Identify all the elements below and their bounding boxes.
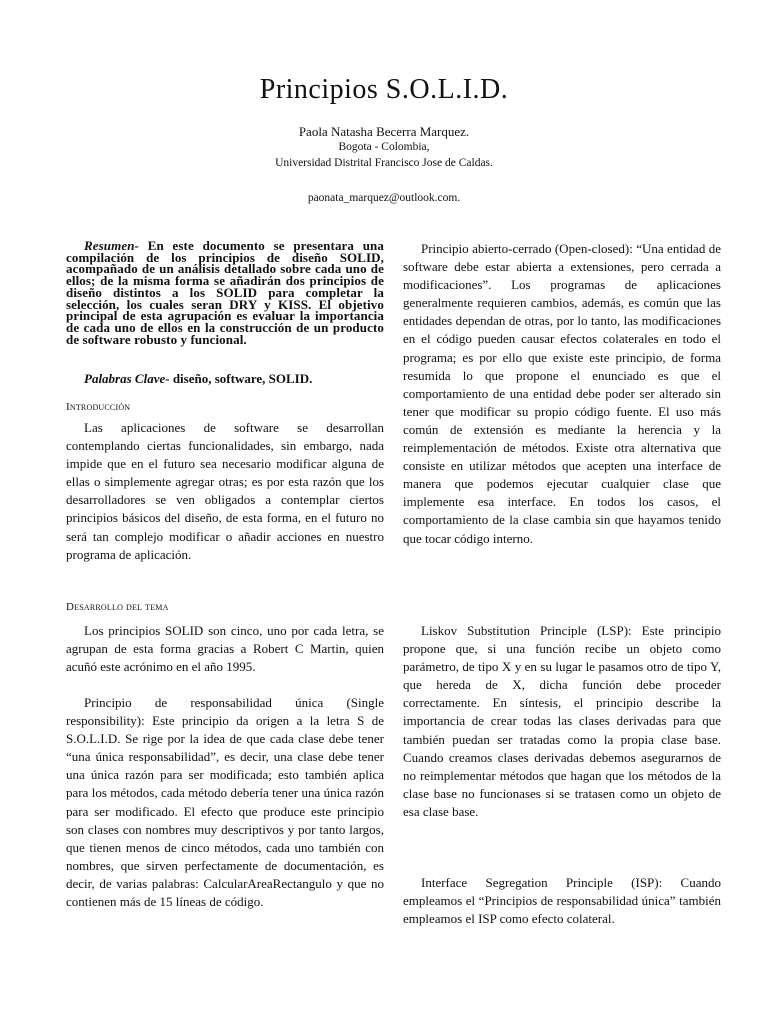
- abstract-label: Resumen-: [84, 238, 139, 253]
- paragraph-text: Liskov Substitution Principle (LSP): Este principio propone que, si una función recibe un objeto como parámetro, de tipo X y en su lugar le pasamos otro de tipo Y, que hereda de X, dicha función debe proceder correctamente. En síntesis, el principio describe la importancia de crear todas las clases derivadas para que también puedan ser tratadas como la propia clase base. Cuando creamos clases derivadas debemos asegurarnos de no reimplementar métodos que hagan que los métodos de la clase base no funcionases si se tratasen como un objeto de esa clase base.: [403, 623, 721, 819]
- paragraph-text: Las aplicaciones de software se desarrollan contemplando ciertas funcionalidades, sin embargo, nada impide que en el futuro sea necesario modificar alguna de ellas o simplemente agregar otras; es por esta razón que los desarrolladores se ven obligados a contemplar ciertos principios básicos del diseño, de esta forma, en el futuro no será tan complejo modificar o añadir acciones en nuestro programa de aplicación.: [66, 420, 384, 562]
- paragraph-introduccion: [66, 419, 384, 564]
- keywords-text: diseño, software, SOLID.: [169, 371, 313, 386]
- paragraph-text: Principio abierto-cerrado (Open-closed): “Una entidad de software debe estar abierta a extensiones, pero cerrada a modificaciones”. Los programas de aplicaciones generalmente requieren cambios, además, es común que las entidades dependan de otras, por lo tanto, las modificaciones en el código pueden causar efectos colaterales en todo el programa; es por ello que existe este principio, de forma resumida lo que propone el enunciado es que el comportamiento de una entidad debe poder ser alterado sin tener que modificar su propio código fuente. El uso más común de extensión es mediante la herencia y la reimplementación de métodos. Existe otra alternativa que consiste en utilizar métodos que acepten una interface de manera que podemos ejecutar cualquier clase que implemente esa interface. En todos los casos, el comportamiento de la clase cambia sin que hayamos tenido que tocar código interno.: [403, 241, 721, 546]
- section-heading-introduccion: Introducción: [66, 401, 131, 413]
- paragraph-text: Los principios SOLID son cinco, uno por cada letra, se agrupan de esta forma gracias a Robert C Martin, quien acuñó este acrónimo en el año 1995.: [66, 623, 384, 675]
- abstract-text: En este documento se presentara una compilación de los principios de diseño SOLID, acompañado de un análisis detallado sobre cada uno de ellos; de la misma forma se añadirán dos principios de diseño distintos a los SOLID para completar la selección, los cuales seran DRY y KISS. El objetivo principal de esta agrupación es evaluar la importancia de cada uno de ellos en la construcción de un producto de software robusto y funcional.: [66, 238, 384, 347]
- paragraph-lsp: [403, 622, 721, 821]
- keywords-label: Palabras Clave-: [84, 371, 170, 386]
- paragraph-isp: [403, 874, 721, 928]
- author-name: Paola Natasha Becerra Marquez.: [298, 124, 470, 139]
- paper-title: Principios S.O.L.I.D.: [259, 74, 509, 105]
- paragraph-solid-overview: [66, 622, 384, 676]
- section-heading-desarrollo: Desarrollo del tema: [66, 601, 169, 613]
- paragraph-text: Interface Segregation Principle (ISP): Cuando empleamos el “Principios de responsabilidad única” también empleamos el ISP como efecto colateral.: [403, 875, 721, 927]
- abstract: [66, 240, 384, 345]
- author-email: paonata_marquez@outlook.com.: [307, 192, 461, 204]
- affiliation-university: Universidad Distrital Francisco Jose de Caldas.: [275, 157, 493, 169]
- paragraph-srp: [66, 694, 384, 911]
- affiliation-city: Bogota - Colombia,: [338, 141, 430, 153]
- paragraph-ocp: [403, 240, 721, 548]
- keywords: [66, 371, 384, 387]
- paragraph-text: Principio de responsabilidad única (Single responsibility): Este principio da origen a la letra S de S.O.L.I.D. Se rige por la idea de que cada clase debe tener “una única responsabilidad”, es decir, una clase debe tener una única razón para ser modificada; esto también aplica para los métodos, cada método debería tener una única razón para ser modificado. El efecto que produce este principio son clases con nombres muy descriptivos y por tanto largos, que tienen menos de cinco métodos, cada uno también con nombres, que sirven perfectamente de documentación, es decir, de varias palabras: CalcularAreaRectangulo y que no contienen más de 15 líneas de código.: [66, 695, 384, 910]
